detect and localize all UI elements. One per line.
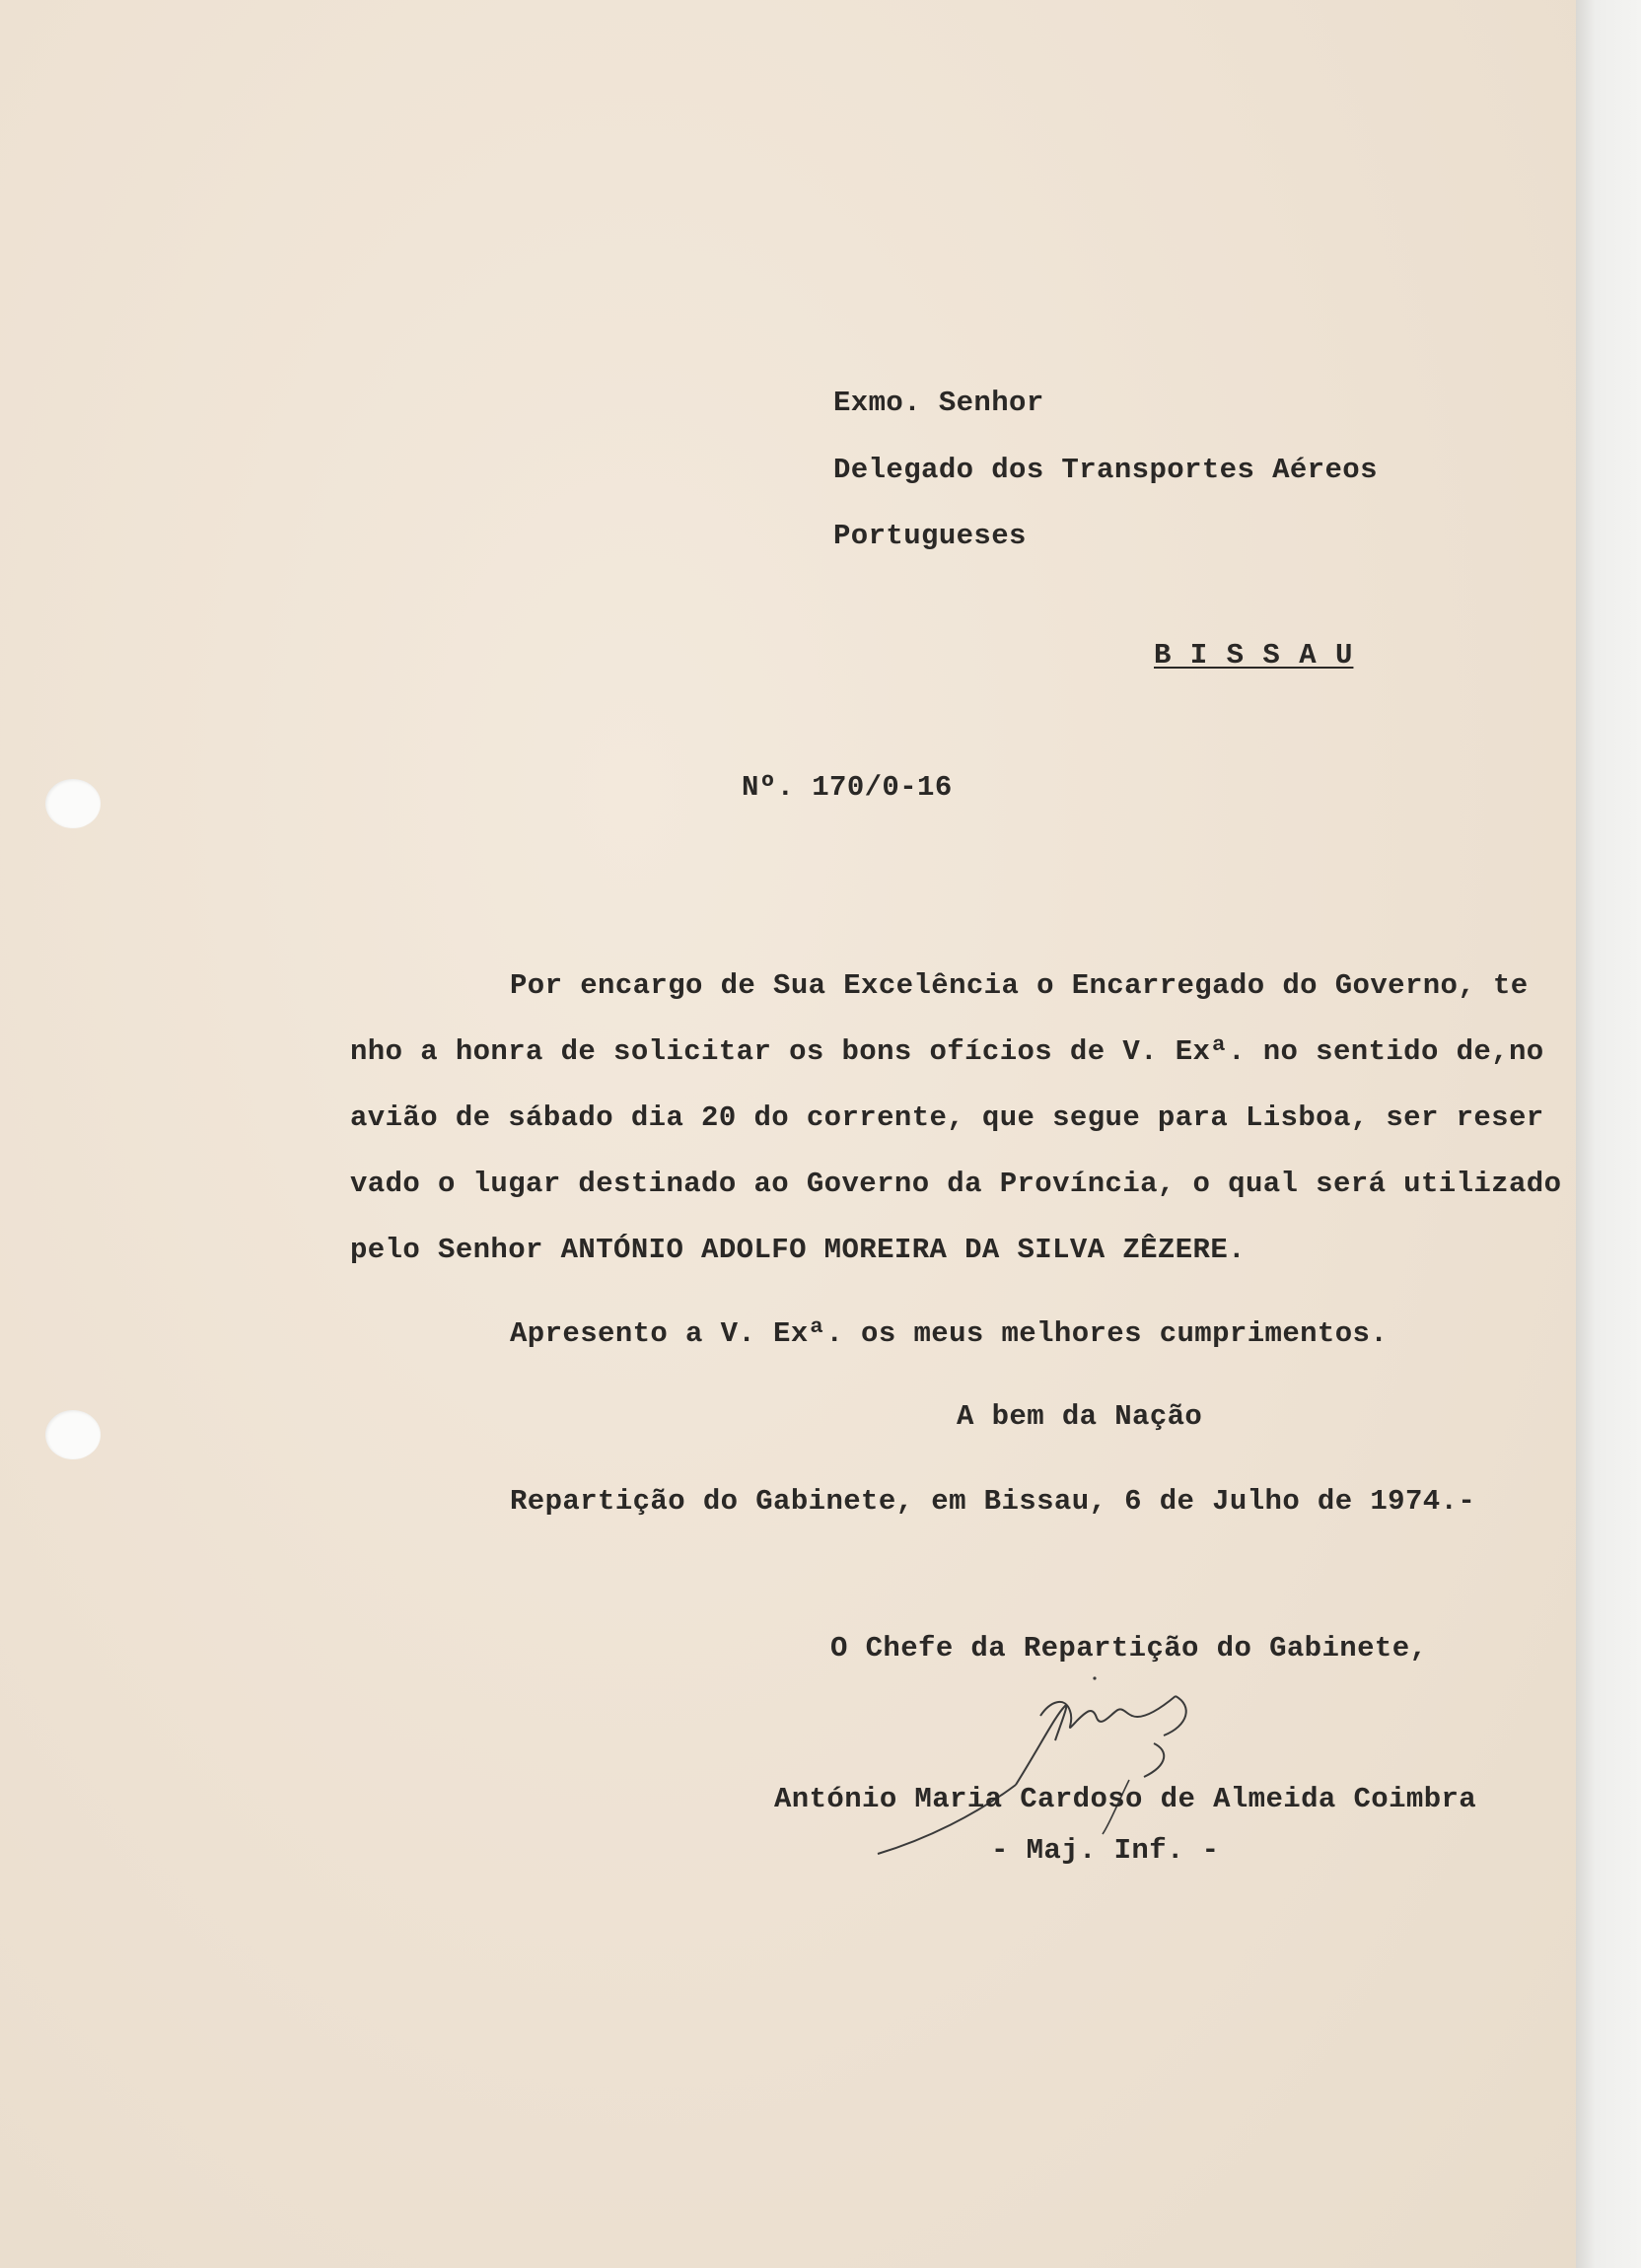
punch-hole-bottom bbox=[45, 1410, 101, 1459]
closing-line: A bem da Nação bbox=[957, 1400, 1203, 1433]
punch-hole-top bbox=[45, 779, 101, 828]
signatory-rank: - Maj. Inf. - bbox=[991, 1834, 1220, 1867]
body-line-1: Por encargo de Sua Excelência o Encarregado do Governo, te bbox=[510, 969, 1529, 1002]
place-date-line: Repartição do Gabinete, em Bissau, 6 de Julho de 1974.- bbox=[510, 1485, 1476, 1518]
signatory-title: O Chefe da Repartição do Gabinete, bbox=[830, 1632, 1428, 1665]
recipient-title: Delegado dos Transportes Aéreos bbox=[833, 454, 1378, 486]
recipient-organization: Portugueses bbox=[833, 520, 1027, 552]
greeting-line: Apresento a V. Exª. os meus melhores cumprimentos. bbox=[510, 1317, 1389, 1350]
body-line-3: avião de sábado dia 20 do corrente, que segue para Lisboa, ser reser bbox=[350, 1101, 1544, 1134]
reference-number: Nº. 170/0-16 bbox=[742, 771, 953, 804]
body-line-5: pelo Senhor ANTÓNIO ADOLFO MOREIRA DA SILVA ZÊZERE. bbox=[350, 1234, 1246, 1266]
recipient-city: B I S S A U bbox=[1154, 639, 1354, 672]
signatory-name: António Maria Cardoso de Almeida Coimbra bbox=[774, 1783, 1477, 1815]
recipient-salutation: Exmo. Senhor bbox=[833, 387, 1044, 419]
scanner-edge bbox=[1576, 0, 1641, 2268]
body-line-4: vado o lugar destinado ao Governo da Província, o qual será utilizado bbox=[350, 1168, 1562, 1200]
body-line-2: nho a honra de solicitar os bons ofícios de V. Exª. no sentido de,no bbox=[350, 1035, 1544, 1068]
